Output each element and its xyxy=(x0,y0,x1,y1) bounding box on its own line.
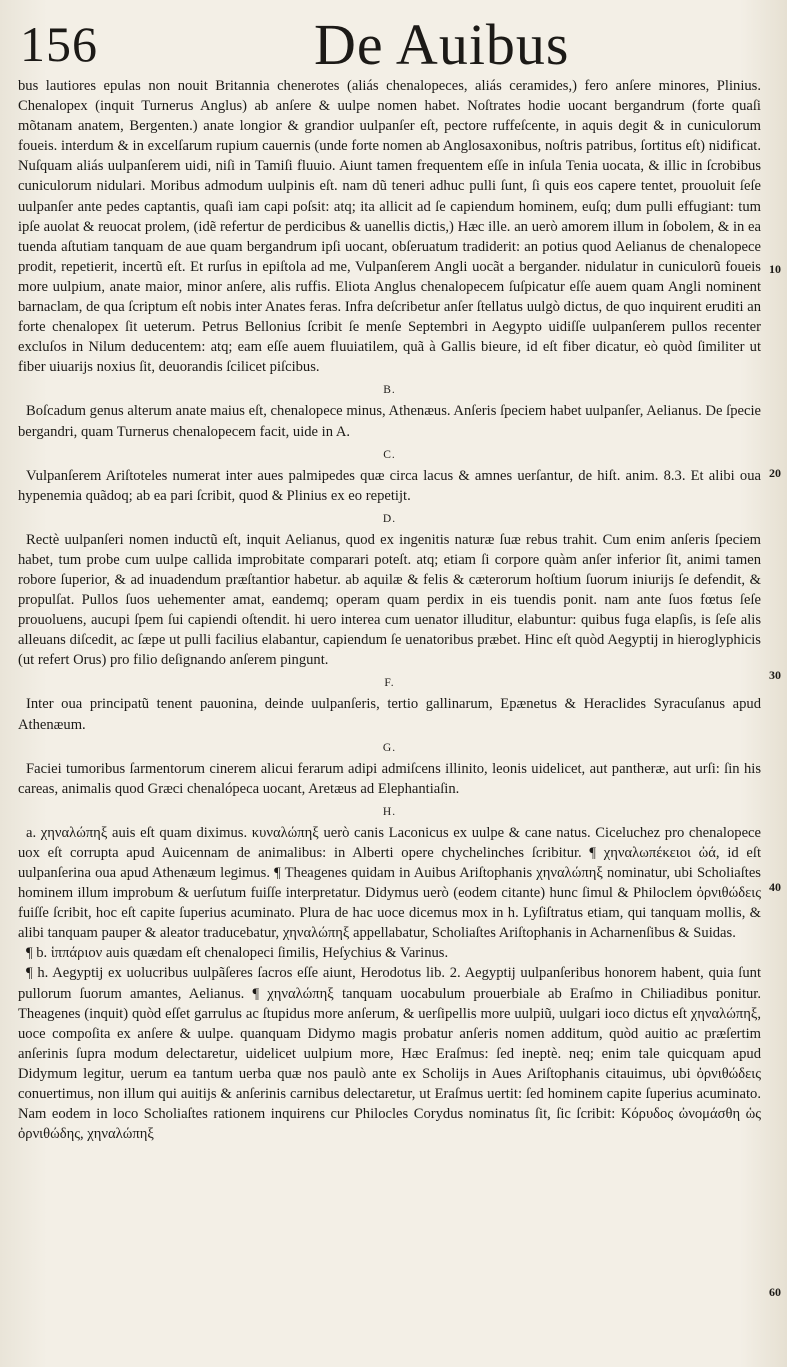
page-number: 156 xyxy=(20,16,98,72)
text-paragraph: Inter oua principatũ tenent pauonina, deinde uulpanſeris, tertio gallinarum, Epænetus & Heraclides Syracuſanus apud Athenæum. xyxy=(18,696,761,733)
text-paragraph: Rectè uulpanſeri nomen inductũ eſt, inquit Aelianus, quod ex ingenitis naturæ ſuæ rebus trahit. Cum enim anſeris ſpeciem habet, tum probe cum uulpe callida improbitate comparari poteſt. atq; etiam ſi corpore quàm anſer inferior ſit, animi tamen robore ſuperior, & ad inuadendum præſtantior habetur. ab aquilæ & felis & cæterorum hoſtium ſuorum iniurijs ſe defendit, & propulſat. Pullos ſuos uehementer amat, eandemq; operam quam perdix in eis tuendis ponit. nam ante ſuos fœtus ſeſe prouoluens, aucupi ſpem ſui capiendi oſtendit. hi uero interea cum uenator illuditur, elabuntur: quibus fuga elapſis, is ſeſe alis alleuans diſcedit, ac ſæpe ut pulli facilius elabantur, capiendum ſe uenatoribus præbet. Hinc eſt quòd Aegyptij in hieroglyphicis (ut refert Orus) pro filio deſignando anſerem pingunt. xyxy=(18,531,761,669)
page-header xyxy=(18,10,769,76)
text-paragraph: ¶ b. ἱππάριον auis quædam eſt chenalopeci ſimilis, Heſychius & Varinus. xyxy=(26,945,449,962)
text-paragraph: a. χηναλώπηξ auis eſt quam diximus. κυναλώπηξ uerò canis Laconicus ex uulpe & cane natus. Ciceluchez pro chenalopece uox eſt corrupta apud Auicennam de animalibus: in Alberti opere chychelinches ſcribitur. ¶ χηναλωπέκειοι ὠά, id eſt uulpanſerina oua apud Athenæum legimus. ¶ Theagenes quidam in Auibus Ariſtophanis χηναλώπηξ nominatur, ubi Scholiaſtes hominem illum improbum & uerſutum fuiſſe interpretatur. Didymus uerò (eodem citante) hunc ſimul & Philoclem ὀρνιθώδεις fuiſſe ſcribit, hoc eſt capite ſuperius acuminato. Plura de hac uoce dicemus mox in h. Lyſiſtratus etiam, qui tanquam mollis, & alibi tanquam pauper & aleator traducebatur, χηναλώπηξ appellabatur, Scholiaſtes Ariſtophanis in Acharnenſibus & Suidas. xyxy=(18,824,761,942)
body-text xyxy=(18,76,761,1144)
section-letter: B. xyxy=(383,384,396,397)
margin-line-number: 60 xyxy=(769,1285,781,1299)
section-letter: C. xyxy=(383,448,396,461)
margin-line-number: 10 xyxy=(769,262,781,276)
section-letter: D. xyxy=(382,512,397,525)
text-paragraph: ¶ h. Aegyptij ex uolucribus uulpãſeres ſacros eſſe aiunt, Herodotus lib. 2. Aegyptij uulpanſeribus honorem habent, quia ſunt pullorum ſuorum amantes, Aelianus. ¶ χηναλώπηξ tanquam uocabulum prouerbiale ab Eraſmo in Chiliadibus ponitur. Theagenes (inquit) quòd eſſet garrulus ac ſtupidus more anſerum, & uerſipellis more uulpiũ, uulgari ioco dictus eſt χηναλώπηξ, uoce compoſita ex anſere & uulpe. quanquam Didymo magis probatur anſeris nomen additum, quòd auitio ac præſertim anſerinis ſupra modum delectaretur, uidelicet uulpium more, Hæc Eraſmus: ſed ineptè. neq; enim tale quicquam apud Didymum legitur, uerum ea tantum uerba quæ nos paulò ante ex Scholijs in Aues Ariſtophanis citauimus, ubi ὀρνιθώδεις conuertimus, non illum qui auitijs & anſerinis carnibus delectaretur, ut Eraſmus uertit: ſed hominem capite ſuperius acuminato. Nam eodem in loco Scholiaſtes rationem inquirens cur Philocles Corydus nominatus ſit, ſic ſcribit: Κόρυδος ὠνομάσθη ὡς ὀρνιθώδης, χηναλώπηξ xyxy=(18,965,761,1143)
text-paragraph: Boſcadum genus alterum anate maius eſt, chenalopece minus, Athenæus. Anſeris ſpeciem habet uulpanſer, Aelianus. De ſpecie bergandri, quam Turnerus chenalopecem facit, uide in A. xyxy=(18,403,761,440)
text-paragraph: Faciei tumoribus ſarmentorum cinerem alicui ferarum adipi admiſcens illinito, leonis uidelicet, aut pantheræ, aut urſi: ſin his careas, animalis quod Græci chenalópeca uocant, Aretæus ad Elephantiaſin. xyxy=(18,760,761,797)
margin-line-number: 30 xyxy=(769,668,781,682)
running-title: De Auibus xyxy=(314,12,570,77)
section-letter: G. xyxy=(382,741,397,754)
margin-line-number: 20 xyxy=(769,466,781,480)
margin-line-number: 40 xyxy=(769,880,781,894)
section-letter: H. xyxy=(382,805,397,818)
text-paragraph: bus lautiores epulas non nouit Britannia chenerotes (aliás chenalopeces, aliás ceramides,) fero anſere minores, Plinius. Chenalopex (inquit Turnerus Anglus) ab anſere & uulpe nomen habet. Noſtrates hodie uocant bergandrum (forte quaſi mõtanam anatem, Bergenten.) anate longior & grandior uulpanſer eſt, pectore ruffeſcente, in aquis degit & in cuniculorum foueis. interdum & in excelſarum rupium cauernis (unde forte nomen ab Anglosaxonibus, noſtris patribus, ſortitus eſt) nidificat. Nuſquam aliás uulpanſerem uidi, niſi in Tamiſi fluuio. Aiunt tamen frequentem eſſe in inſula Tenia uocata, & illic in ſcrobibus cuniculorum nidulari. Moribus admodum uulpinis eſt. nam dũ teneri adhuc pulli ſunt, ſi quis eos capere tentet, prouoluit ſeſe uulpanſer ante pedes captantis, quaſi iam capi poſsit: atq; ita allicit ad ſe capiendum hominem, euſq; dum pulli effugiant: tum ipſe auolat & reuocat prolem, (idẽ refertur de perdicibus & uanellis dictis,) Hæc ille. an uerò amorem illum in ſobolem, & in ea tuenda aſtutiam tanquam de aue quam bergandrum ipſi uocant, obſeruatum tradiderit: an potius quod Aelianus de chenalopece prodit, repetierit, incertũ eſt. Et rurſus in epiſtola ad me, Vulpanſerem Angli uocãt a bergander. nidulatur in cuniculorũ foueis more uulpium, anate maior, minor anſere, alis ruffis. Eliota Anglus chenalopecem ſuſpicatur eſſe auem quam Angli nominent barnaclam, de qua ſcriptum eſt nobis inter Anates feras. Infra deſcribetur anſer ſtellatus uulgò dictus, de quo inquirent eruditi an forte chenalopex ſit ueterum. Petrus Bellonius ſcribit ſe menſe Septembri in Aegypto uidiſſe uulpanſerem pullos recenter excluſos in Nilum deducentem: atq; eam eſſe auem fluuiatilem, quã à Gallis bieure, id eſt fiber dicatur, eò quòd ſimiliter ut fiber uiuarijs noxius ſit, deuorandis ſcilicet piſcibus. xyxy=(18,78,761,376)
section-letter: F. xyxy=(384,677,395,690)
text-paragraph: Vulpanſerem Ariſtoteles numerat inter aues palmipedes quæ circa lacus & amnes uerſantur, de hiſt. anim. 8.3. Et alibi oua hypenemia quãdoq; ab ea pari ſcribit, quod & Plinius ex eo repetijt. xyxy=(18,467,761,504)
